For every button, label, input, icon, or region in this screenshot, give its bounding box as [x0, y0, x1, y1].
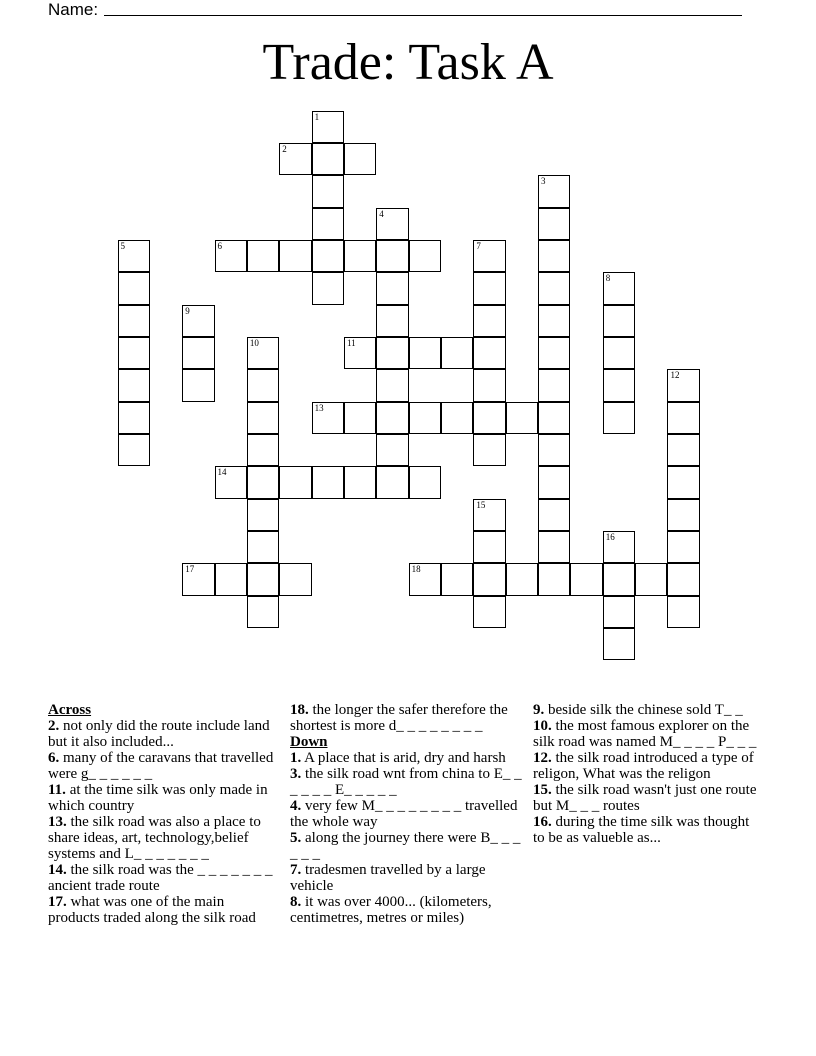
grid-cell[interactable]	[473, 402, 505, 434]
grid-cell[interactable]	[603, 596, 635, 628]
clue-text: very few M_ _ _ _ _ _ _ _ travelled the whole way	[290, 798, 518, 830]
clue-number: 15.	[533, 782, 552, 798]
grid-cell[interactable]	[538, 563, 570, 595]
grid-cell[interactable]	[376, 240, 408, 272]
cell-number: 12	[670, 370, 680, 381]
grid-cell[interactable]	[376, 305, 408, 337]
grid-cell[interactable]	[344, 466, 376, 498]
clue-down-7	[290, 862, 522, 894]
down-heading: Down	[290, 734, 328, 750]
grid-cell[interactable]	[667, 596, 699, 628]
grid-cell[interactable]	[312, 111, 344, 143]
clue-text: it was over 4000... (kilometers, centimetres, metres or miles)	[290, 894, 492, 926]
cell-number: 4	[379, 208, 384, 219]
grid-cell[interactable]	[215, 563, 247, 595]
grid-cell[interactable]	[182, 305, 214, 337]
grid-cell[interactable]	[603, 337, 635, 369]
grid-cell[interactable]	[247, 499, 279, 531]
clues-column-1	[48, 702, 276, 926]
grid-cell[interactable]	[603, 272, 635, 304]
grid-cell[interactable]	[247, 369, 279, 401]
cell-number: 8	[605, 273, 611, 284]
clue-across-11	[48, 782, 276, 814]
clue-number: 3.	[290, 766, 302, 782]
grid-cell[interactable]	[312, 143, 344, 175]
clue-text: the silk road introduced a type of religon, What was the religon	[533, 750, 754, 782]
grid-cell[interactable]	[279, 466, 311, 498]
clue-number: 18.	[290, 702, 309, 718]
clue-down-10	[533, 718, 759, 750]
clue-number: 9.	[533, 702, 545, 718]
grid-cell[interactable]	[376, 434, 408, 466]
grid-cell[interactable]	[538, 531, 570, 563]
clue-text: the silk road wnt from china to E_ _ _ _ _ _ E_ _ _ _ _	[290, 766, 522, 798]
grid-cell[interactable]	[473, 499, 505, 531]
grid-cell[interactable]	[215, 466, 247, 498]
clue-number: 17.	[48, 894, 67, 910]
grid-cell[interactable]	[312, 208, 344, 240]
clue-number: 8.	[290, 894, 302, 910]
clue-number: 10.	[533, 718, 552, 734]
clue-text: along the journey there were B_ _ _ _ _ _	[290, 830, 521, 862]
grid-cell[interactable]	[473, 563, 505, 595]
grid-cell[interactable]	[376, 369, 408, 401]
grid-cell[interactable]	[247, 531, 279, 563]
grid-cell[interactable]	[667, 563, 699, 595]
grid-cell[interactable]	[344, 240, 376, 272]
grid-cell[interactable]	[344, 337, 376, 369]
grid-cell[interactable]	[667, 369, 699, 401]
grid-cell[interactable]	[247, 596, 279, 628]
grid-cell[interactable]	[473, 337, 505, 369]
grid-cell[interactable]	[312, 240, 344, 272]
grid-cell[interactable]	[118, 402, 150, 434]
cell-number: 17	[185, 564, 195, 575]
grid-cell[interactable]	[376, 272, 408, 304]
grid-cell[interactable]	[667, 434, 699, 466]
clue-text: not only did the route include land but it also included...	[48, 718, 270, 750]
clue-down-8	[290, 894, 522, 926]
grid-cell[interactable]	[538, 305, 570, 337]
cell-number: 14	[217, 467, 227, 478]
grid-cell[interactable]	[538, 402, 570, 434]
clues-column-3	[533, 702, 759, 846]
grid-cell[interactable]	[409, 240, 441, 272]
clue-number: 12.	[533, 750, 552, 766]
grid-cell[interactable]	[506, 563, 538, 595]
cell-number: 3	[541, 176, 546, 187]
grid-cell[interactable]	[247, 402, 279, 434]
grid-cell[interactable]	[118, 369, 150, 401]
grid-cell[interactable]	[118, 240, 150, 272]
grid-cell[interactable]	[441, 337, 473, 369]
grid-cell[interactable]	[441, 563, 473, 595]
grid-cell[interactable]	[247, 466, 279, 498]
grid-cell[interactable]	[279, 240, 311, 272]
cell-number: 1	[314, 111, 320, 122]
grid-cell[interactable]	[376, 337, 408, 369]
grid-cell[interactable]	[118, 272, 150, 304]
grid-cell[interactable]	[344, 402, 376, 434]
grid-cell[interactable]	[247, 337, 279, 369]
clue-text: the silk road was also a place to share ideas, art, technology,belief systems and L_ _ _ _ _ _ _	[48, 814, 261, 862]
grid-cell[interactable]	[667, 499, 699, 531]
grid-cell[interactable]	[538, 499, 570, 531]
grid-cell[interactable]	[409, 563, 441, 595]
grid-cell[interactable]	[667, 466, 699, 498]
clue-number: 16.	[533, 814, 552, 830]
grid-cell[interactable]	[409, 337, 441, 369]
grid-cell[interactable]	[603, 402, 635, 434]
grid-cell[interactable]	[538, 337, 570, 369]
grid-cell[interactable]	[473, 596, 505, 628]
grid-cell[interactable]	[182, 369, 214, 401]
grid-cell[interactable]	[312, 175, 344, 207]
clue-text: the silk road wasn't just one route but M_ _ _ routes	[533, 782, 757, 814]
grid-cell[interactable]	[603, 531, 635, 563]
cell-number: 6	[217, 240, 223, 251]
clue-across-6	[48, 750, 276, 782]
grid-cell[interactable]	[312, 466, 344, 498]
grid-cell[interactable]	[247, 563, 279, 595]
grid-cell[interactable]	[182, 563, 214, 595]
grid-cell[interactable]	[247, 434, 279, 466]
grid-cell[interactable]	[344, 143, 376, 175]
name-label: Name:	[48, 0, 99, 19]
clue-text: at the time silk was only made in which country	[48, 782, 268, 814]
grid-cell[interactable]	[118, 305, 150, 337]
grid-cell[interactable]	[538, 466, 570, 498]
cell-number: 9	[185, 305, 190, 316]
clue-number: 11.	[48, 782, 66, 798]
clue-text: the silk road was the _ _ _ _ _ _ _ ancient trade route	[48, 862, 273, 894]
grid-cell[interactable]	[473, 272, 505, 304]
grid-cell[interactable]	[603, 563, 635, 595]
grid-cell[interactable]	[376, 208, 408, 240]
grid-cell[interactable]	[279, 563, 311, 595]
grid-cell[interactable]	[473, 305, 505, 337]
clue-text: the longer the safer therefore the shortest is more d_ _ _ _ _ _ _ _	[290, 702, 508, 734]
grid-cell[interactable]	[409, 466, 441, 498]
clue-text: the most famous explorer on the silk road was named M_ _ _ _ P_ _ _	[533, 718, 757, 750]
grid-cell[interactable]	[667, 531, 699, 563]
grid-cell[interactable]	[635, 563, 667, 595]
cell-number: 7	[476, 240, 481, 251]
clue-down-16	[533, 814, 759, 846]
grid-cell[interactable]	[279, 143, 311, 175]
grid-cell[interactable]	[376, 402, 408, 434]
grid-cell[interactable]	[312, 402, 344, 434]
grid-cell[interactable]	[538, 208, 570, 240]
grid-cell[interactable]	[247, 240, 279, 272]
cell-number: 15	[476, 499, 486, 510]
grid-cell[interactable]	[473, 434, 505, 466]
clue-number: 13.	[48, 814, 67, 830]
clue-text: what was one of the main products traded along the silk road	[48, 894, 256, 926]
clue-number: 7.	[290, 862, 302, 878]
clue-across-14	[48, 862, 276, 894]
grid-cell[interactable]	[603, 305, 635, 337]
clue-down-1	[290, 750, 522, 766]
grid-cell[interactable]	[667, 402, 699, 434]
clue-number: 14.	[48, 862, 67, 878]
grid-cell[interactable]	[312, 272, 344, 304]
clue-text: tradesmen travelled by a large vehicle	[290, 862, 486, 894]
clue-text: during the time silk was thought to be as valueble as...	[533, 814, 750, 846]
cell-number: 13	[314, 402, 324, 413]
grid-cell[interactable]	[376, 466, 408, 498]
cell-number: 16	[605, 532, 615, 543]
clue-text: many of the caravans that travelled were g_ _ _ _ _ _	[48, 750, 274, 782]
grid-cell[interactable]	[182, 337, 214, 369]
grid-cell[interactable]	[506, 402, 538, 434]
grid-cell[interactable]	[538, 434, 570, 466]
grid-cell[interactable]	[215, 240, 247, 272]
clue-number: 6.	[48, 750, 60, 766]
grid-cell[interactable]	[441, 402, 473, 434]
clue-number: 1.	[290, 750, 302, 766]
clue-down-15	[533, 782, 759, 814]
grid-cell[interactable]	[473, 369, 505, 401]
cell-number: 10	[249, 337, 259, 348]
clue-across-17	[48, 894, 276, 926]
clue-down-9	[533, 702, 759, 718]
clue-text: A place that is arid, dry and harsh	[301, 750, 506, 766]
cell-number: 18	[411, 564, 421, 575]
clue-number: 4.	[290, 798, 302, 814]
clue-across-13	[48, 814, 276, 862]
clue-across-18	[290, 702, 522, 734]
grid-cell[interactable]	[473, 240, 505, 272]
cell-number: 5	[120, 240, 125, 251]
grid-cell[interactable]	[118, 434, 150, 466]
clue-down-3	[290, 766, 522, 798]
clue-number: 2.	[48, 718, 60, 734]
grid-cell[interactable]	[603, 369, 635, 401]
clue-down-5	[290, 830, 522, 862]
clue-across-2	[48, 718, 276, 750]
clue-number: 5.	[290, 830, 302, 846]
grid-cell[interactable]	[538, 369, 570, 401]
across-heading: Across	[48, 702, 92, 718]
grid-cell[interactable]	[409, 402, 441, 434]
grid-cell[interactable]	[570, 563, 602, 595]
page-title: Trade: Task A	[262, 34, 554, 91]
grid-cell[interactable]	[473, 531, 505, 563]
grid-cell[interactable]	[538, 240, 570, 272]
cell-number: 2	[282, 143, 287, 154]
grid-cell[interactable]	[603, 628, 635, 660]
clue-down-12	[533, 750, 759, 782]
clues-column-2	[290, 702, 522, 926]
clue-down-4	[290, 798, 522, 830]
grid-cell[interactable]	[118, 337, 150, 369]
grid-cell[interactable]	[538, 272, 570, 304]
grid-cell[interactable]	[538, 175, 570, 207]
clue-text: beside silk the chinese sold T_ _	[544, 702, 743, 718]
cell-number: 11	[346, 337, 356, 348]
